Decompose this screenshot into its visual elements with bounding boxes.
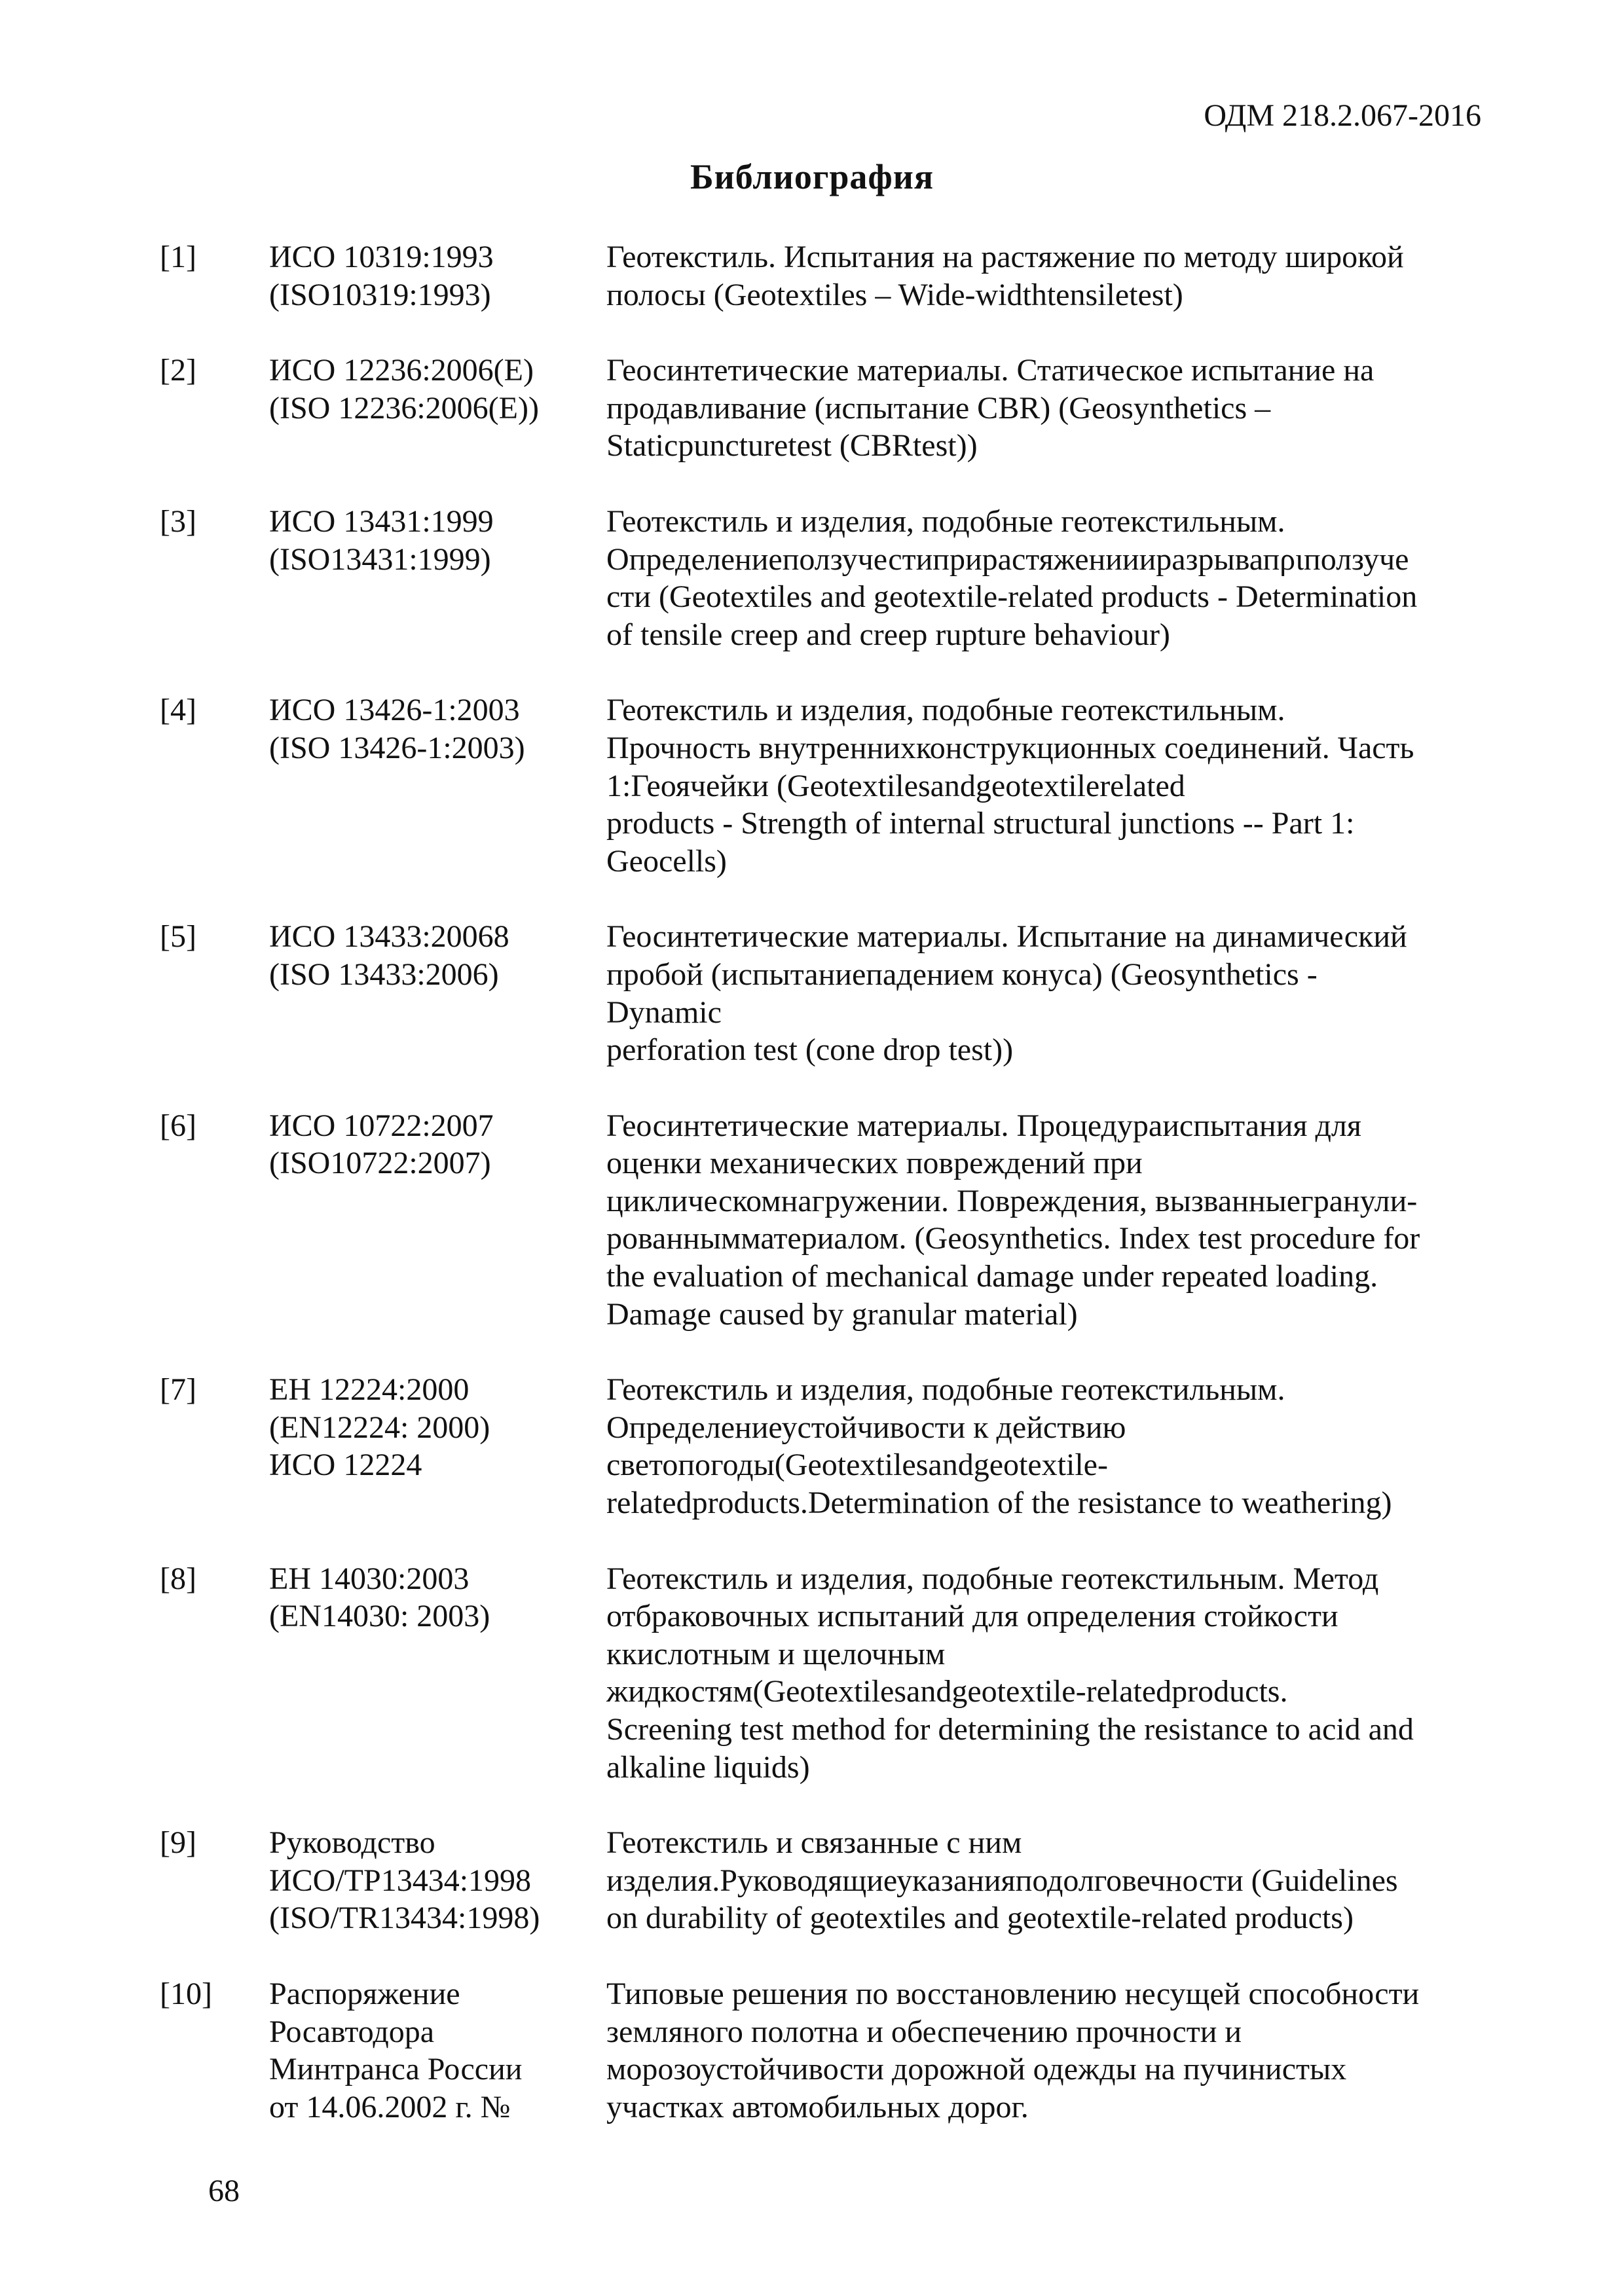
entry-number: [2] bbox=[160, 353, 196, 388]
entry-standard-code: ИСО 10319:1993 (ISO10319:1993) bbox=[269, 240, 494, 312]
entry-title: Типовые решения по восстановлению несущей способности земляного полотна и обеспечению прочности и морозоустойчивости дорожной одежды на пучинистых участках автомобильных дорог. bbox=[606, 1976, 1420, 2124]
entry-number: [4] bbox=[160, 693, 196, 728]
entry-title: Геотекстиль и изделия, подобные геотекстильным. Определениеустойчивости к действию светопогоды(Geotextilesandgeotextile- relatedproducts.Determination of the resistance to weathering) bbox=[606, 1372, 1392, 1521]
entry-standard-code: ИСО 13431:1999 (ISO13431:1999) bbox=[269, 503, 494, 577]
entry-title: Геосинтетические материалы. Испытание на динамический пробой (испытаниепадением конуса) (Geosynthetics - Dynamic perforation test (cone drop test)) bbox=[606, 919, 1407, 1068]
entry-title: Геотекстиль и изделия, подобные геотекстильным. Прочность внутреннихконструкционных соединений. Часть 1:Геоячейки (Geotextilesandgeotextilerelated products - Strength of internal structural junctions -- Part 1: Geocells) bbox=[606, 693, 1414, 879]
bibliography-entry bbox=[0, 1824, 1624, 1937]
entry-standard-code: ИСО 12236:2006(E) (ISO 12236:2006(E)) bbox=[269, 353, 539, 426]
entry-number: [3] bbox=[160, 503, 196, 539]
bibliography-entry bbox=[0, 1107, 1624, 1334]
entry-number: [1] bbox=[160, 240, 196, 274]
entry-title: Геотекстиль и изделия, подобные геотекстильным. Метод отбраковочных испытаний для определения стойкости ккислотным и щелочным жидкостям(Geotextilesandgeotextile-relatedproducts. Screening test method for determining the resistance to acid and alkaline liquids) bbox=[606, 1561, 1414, 1785]
entry-number: [8] bbox=[160, 1561, 196, 1596]
bibliography-entry bbox=[0, 918, 1624, 1068]
bibliography-entry bbox=[0, 1371, 1624, 1522]
entry-standard-code: ИСО 13426-1:2003 (ISO 13426-1:2003) bbox=[269, 693, 525, 765]
entry-title: Геосинтетические материалы. Статическое испытание на продавливание (испытание CBR) (Geosynthetics – Staticpuncturetest (CBRtest)) bbox=[606, 353, 1375, 464]
entry-number: [5] bbox=[160, 919, 196, 955]
entry-number: [10] bbox=[160, 1976, 212, 2011]
bibliography-entry bbox=[0, 238, 1624, 314]
bibliography-entry bbox=[0, 352, 1624, 465]
bibliography-entry bbox=[0, 1975, 1624, 2126]
entry-title: Геотекстиль и связанные с ним изделия.Руководящиеуказанияподолговечности (Guidelines on durability of geotextiles and geotextile-related products) bbox=[606, 1825, 1398, 1936]
bibliography-list bbox=[0, 238, 1624, 2164]
entry-standard-code: Руководство ИСО/ТР13434:1998 (ISO/TR13434:1998) bbox=[269, 1825, 540, 1936]
entry-number: [9] bbox=[160, 1825, 196, 1861]
entry-number: [7] bbox=[160, 1372, 196, 1408]
entry-standard-code: ЕН 12224:2000 (EN12224: 2000) ИСО 12224 bbox=[269, 1372, 490, 1483]
entry-title: Геотекстиль и изделия, подобные геотекстильным. Определениеползучестиприрастяжениииразрывапριползуче сти (Geotextiles and geotextile-related products - Determination of tensile creep and creep rupture behaviour) bbox=[606, 503, 1418, 652]
entry-standard-code: ИСО 10722:2007 (ISO10722:2007) bbox=[269, 1108, 494, 1181]
entry-standard-code: Распоряжение Росавтодора Минтранса России от 14.06.2002 г. № bbox=[269, 1976, 523, 2124]
bibliography-entry bbox=[0, 503, 1624, 653]
entry-number: [6] bbox=[160, 1108, 196, 1143]
entry-title: Геотекстиль. Испытания на растяжение по методу широкой полосы (Geotextiles – Wide-widthtensiletest) bbox=[606, 240, 1404, 312]
bibliography-entry bbox=[0, 1560, 1624, 1787]
document-code: ОДМ 218.2.067-2016 bbox=[1204, 98, 1481, 133]
entry-standard-code: ИСО 13433:20068 (ISO 13433:2006) bbox=[269, 919, 509, 992]
bibliography-entry bbox=[0, 691, 1624, 880]
page-number: 68 bbox=[208, 2174, 240, 2208]
entry-standard-code: ЕН 14030:2003 (EN14030: 2003) bbox=[269, 1561, 490, 1634]
entry-title: Геосинтетические материалы. Процедураиспытания для оценки механических повреждений при циклическомнагружении. Повреждения, вызванныегранули- рованнымматериалом. (Geosynthetics. Index test procedure for the evaluation of mechanical damage under repeated loading. Damage caused by granular material) bbox=[606, 1108, 1420, 1332]
page-title: Библиография bbox=[690, 157, 934, 196]
